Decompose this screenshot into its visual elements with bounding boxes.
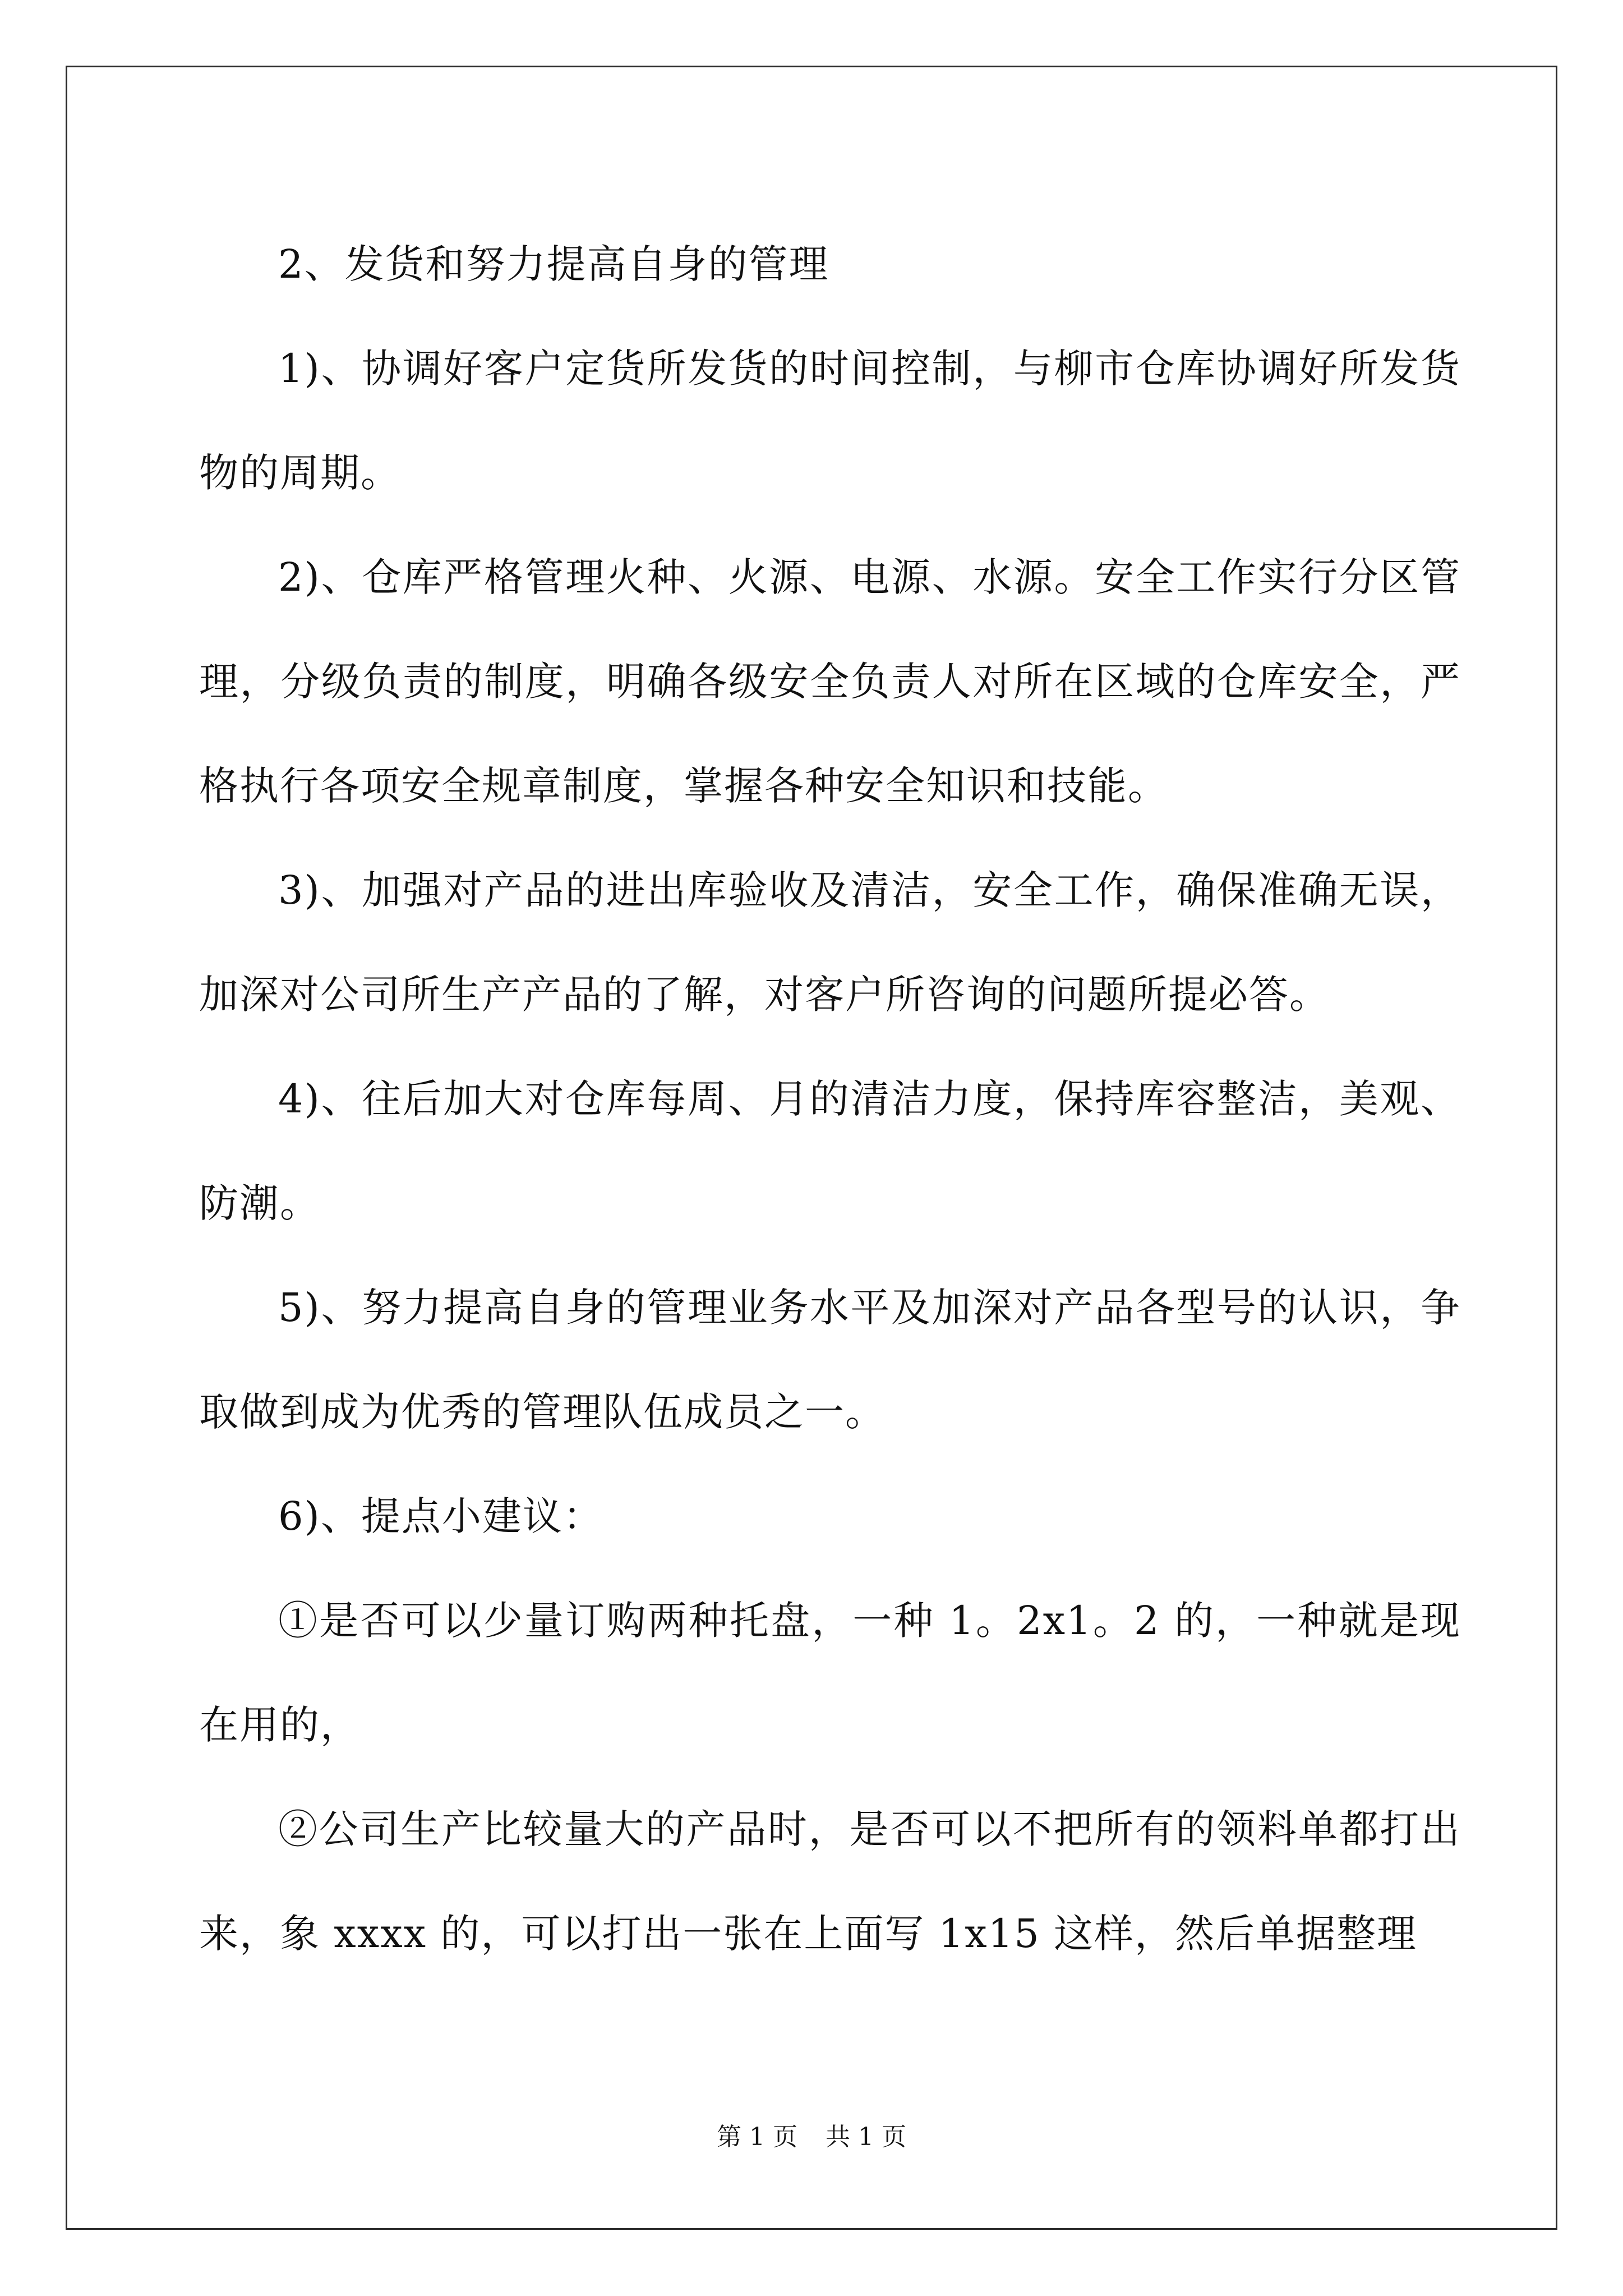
paragraph-suggestion-1: ①是否可以少量订购两种托盘，一种 1。2x1。2 的，一种就是现在用的， [199,1598,1461,1748]
document-body [199,212,1461,1986]
paragraph-item-5: 5)、努力提高自身的管理业务水平及加深对产品各型号的认识，争取做到成为优秀的管理队伍成员之一。 [199,1285,1461,1435]
page-total: 共 1 页 [826,2123,906,2151]
paragraph-item-3: 3)、加强对产品的进出库验收及清洁，安全工作，确保准确无误，加深对公司所生产产品的了解，对客户所咨询的问题所提必答。 [199,867,1461,1018]
paragraph-suggestion-2: ②公司生产比较量大的产品时，是否可以不把所有的领料单都打出来，象 xxxx 的，可以打出一张在上面写 1x15 这样，然后单据整理 [199,1806,1461,1957]
paragraph-item-4: 4)、往后加大对仓库每周、月的清洁力度，保持库容整洁，美观、防潮。 [199,1076,1461,1226]
paragraph-item-2: 2)、仓库严格管理火种、火源、电源、水源。安全工作实行分区管理，分级负责的制度，明确各级安全负责人对所在区域的仓库安全，严格执行各项安全规章制度，掌握各种安全知识和技能。 [199,554,1461,809]
paragraph-section-heading: 2、发货和努力提高自身的管理 [278,241,829,287]
paragraph-item-1: 1)、协调好客户定货所发货的时间控制，与柳市仓库协调好所发货物的周期。 [199,346,1461,496]
paragraph-item-6: 6)、提点小建议： [278,1493,603,1539]
page-footer [0,2120,1623,2154]
page-number: 第 1 页 [717,2123,797,2151]
